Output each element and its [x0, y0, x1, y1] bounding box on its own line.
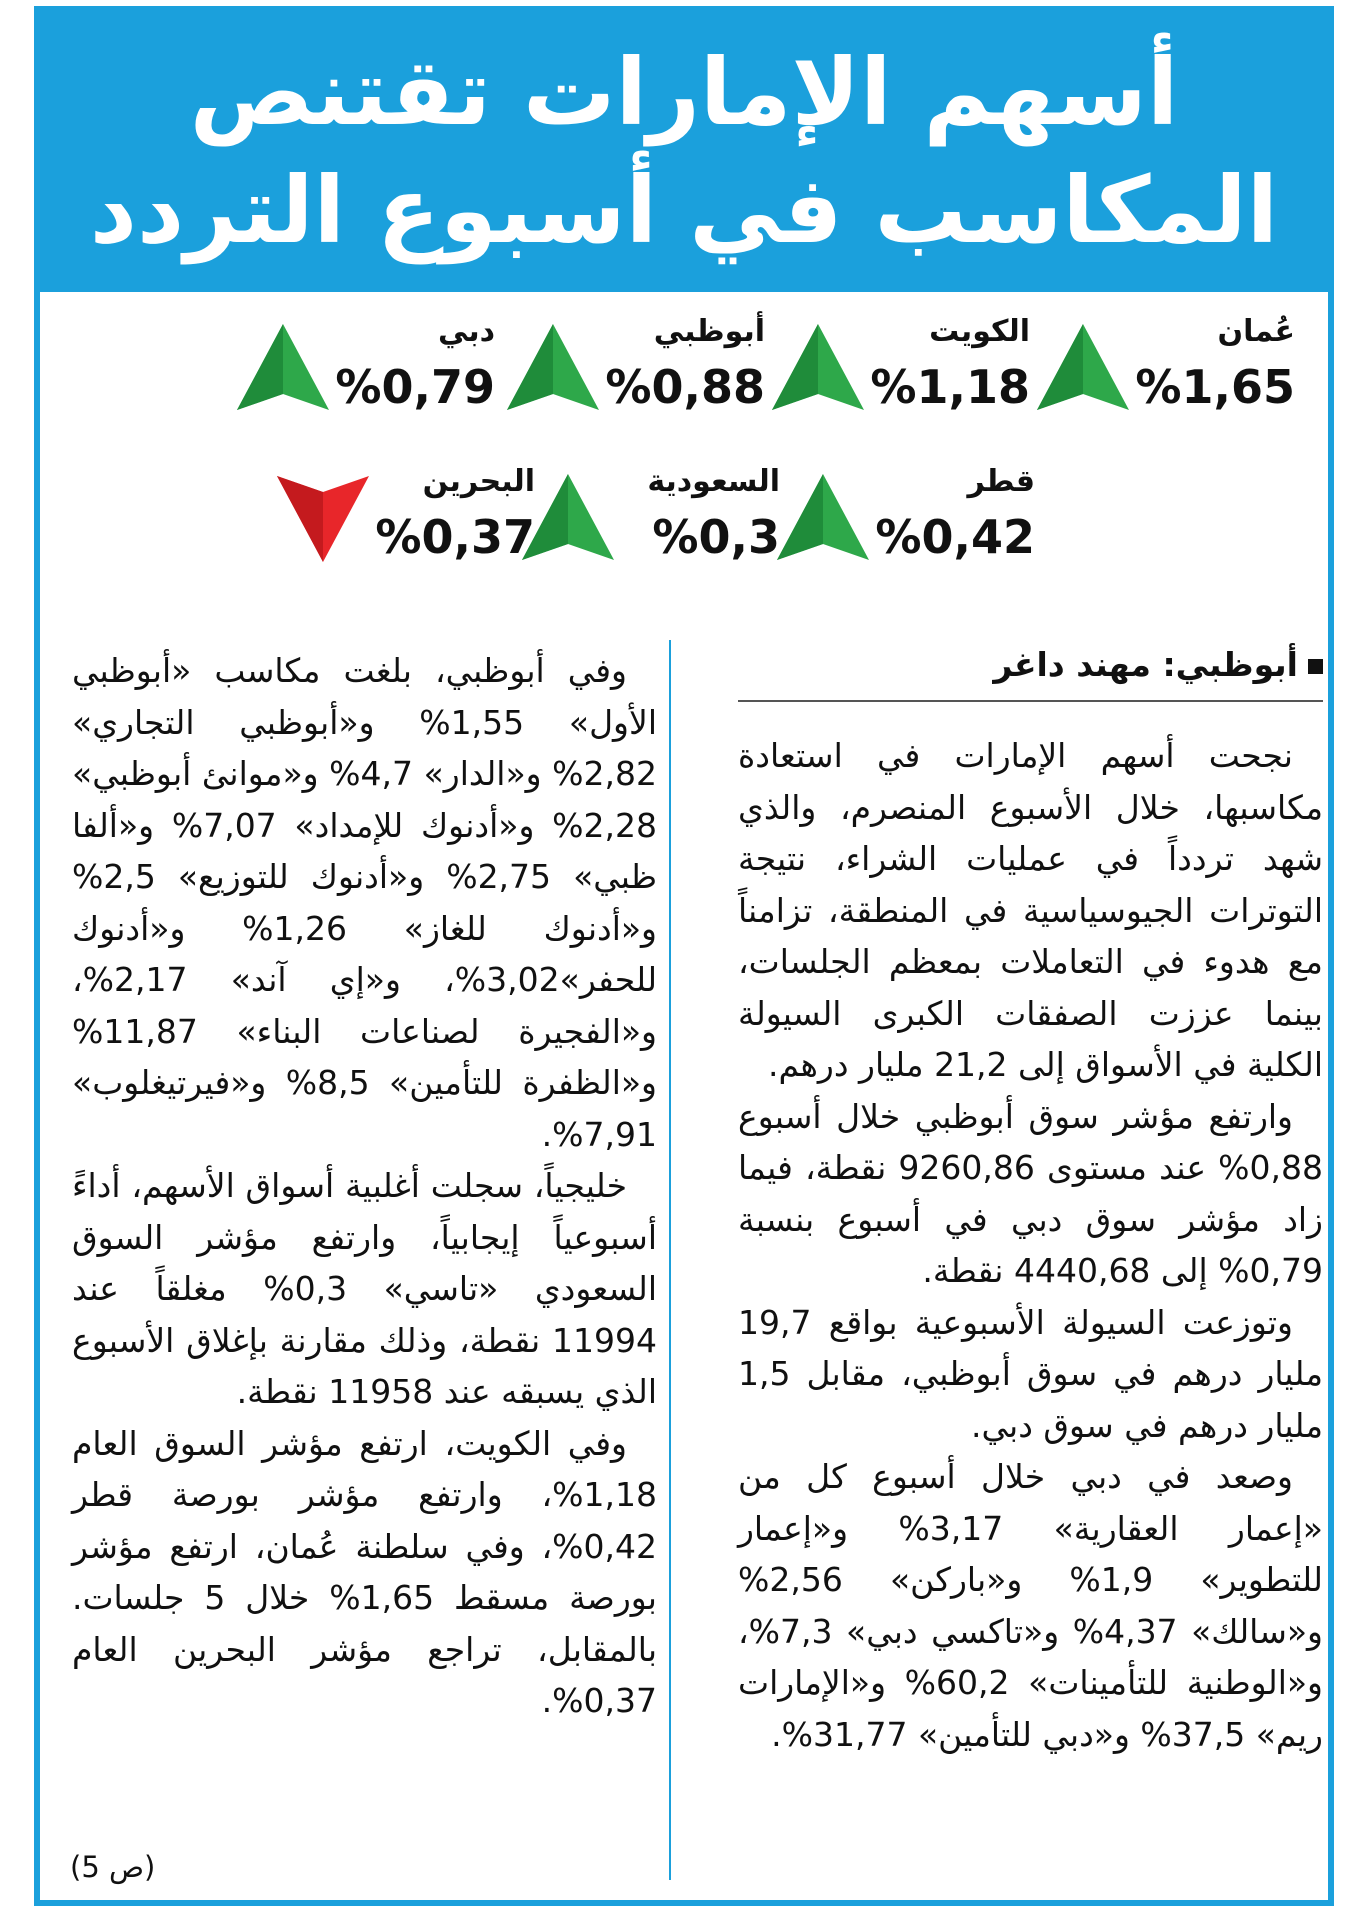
- headline-banner: [40, 12, 1328, 292]
- market-indices-panel: [0, 310, 1363, 610]
- index-qatar: [775, 460, 1035, 580]
- article-column-left: [72, 645, 657, 1727]
- index-name: دبي: [437, 314, 495, 349]
- index-value: %1,65: [1135, 360, 1295, 414]
- paragraph: خليجياً، سجلت أغلبية أسواق الأسهم، أداءً أسبوعياً إيجابياً، وارتفع مؤشر السوق السعودي «تاسي» 0,3% مغلقاً عند 11994 نقطة، وذلك مقارنة بإغلاق الأسبوع الذي يسبقه عند 11958 نقطة.: [72, 1166, 657, 1411]
- up-arrow-icon: [1035, 320, 1131, 416]
- index-name: البحرين: [422, 464, 535, 499]
- index-name: قطر: [967, 464, 1035, 499]
- index-saudi: [520, 460, 780, 580]
- byline: [738, 645, 1323, 684]
- headline-line-2: المكاسب في أسبوع التردد: [89, 157, 1279, 264]
- index-bahrain: [275, 460, 535, 580]
- index-value: %1,18: [870, 360, 1030, 414]
- index-name: الكويت: [929, 314, 1030, 349]
- index-dubai: [235, 310, 495, 430]
- up-arrow-icon: [775, 470, 871, 566]
- paragraph: وفي الكويت، ارتفع مؤشر السوق العام 1,18%، وارتفع مؤشر بورصة قطر 0,42%، وفي سلطنة عُمان، ارتفع مؤشر بورصة مسقط 1,65% خلال 5 جلسات. بالمقابل، تراجع مؤشر البحرين العام 0,37%.: [72, 1423, 657, 1720]
- paragraph: نجحت أسهم الإمارات في استعادة مكاسبها، خلال الأسبوع المنصرم، والذي شهد تردداً في عمليات الشراء، نتيجة التوترات الجيوسياسية في المنطقة، تزامناً مع هدوء في التعاملات بمعظم الجلسات، بينما عززت الصفقات الكبرى السيولة الكلية في الأسواق إلى 21,2 مليار درهم.: [738, 736, 1323, 1084]
- up-arrow-icon: [505, 320, 601, 416]
- up-arrow-icon: [235, 320, 331, 416]
- bullet-square-icon: [1308, 659, 1323, 674]
- index-name: عُمان: [1217, 314, 1295, 349]
- article-column-right: [738, 730, 1323, 1760]
- index-name: السعودية: [647, 464, 780, 499]
- paragraph: وصعد في دبي خلال أسبوع كل من «إعمار العقارية» 3,17% و«إعمار للتطوير» 1,9% و«باركن» 2,56% و«سالك» 4,37% و«تاكسي دبي» 7,3%، و«الوطنية للتأمينات» 60,2% و«الإمارات ريم» 37,5% و«دبي للتأمين» 31,77%.: [738, 1457, 1323, 1754]
- headline-line-1: أسهم الإمارات تقتنص: [189, 39, 1179, 146]
- paragraph: وارتفع مؤشر سوق أبوظبي خلال أسبوع 0,88% عند مستوى 9260,86 نقطة، فيما زاد مؤشر سوق دبي في أسبوع بنسبة 0,79% إلى 4440,68 نقطة.: [738, 1096, 1323, 1290]
- page-reference: (ص 5): [70, 1850, 156, 1884]
- index-oman: [1035, 310, 1295, 430]
- down-arrow-icon: [275, 470, 371, 566]
- byline-text: أبوظبي: مهند داغر: [993, 645, 1298, 684]
- index-value: %0,42: [875, 510, 1035, 564]
- index-value: %0,3: [652, 510, 780, 564]
- byline-rule: [738, 700, 1323, 702]
- index-value: %0,88: [605, 360, 765, 414]
- column-divider: [669, 640, 671, 1880]
- index-name: أبوظبي: [653, 314, 765, 349]
- index-value: %0,79: [335, 360, 495, 414]
- index-kuwait: [770, 310, 1030, 430]
- paragraph: وفي أبوظبي، بلغت مكاسب «أبوظبي الأول» 1,55% و«أبوظبي التجاري» 2,82% و«الدار» 4,7% و«موانئ أبوظبي» 2,28% و«أدنوك للإمداد» 7,07% و«ألفا ظبي» 2,75% و«أدنوك للتوزيع» 2,5% و«أدنوك للغاز» 1,26% و«أدنوك للحفر»3,02%، و«إي آند» 2,17%، و«الفجيرة لصناعات البناء» 11,87% و«الظفرة للتأمين» 8,5% و«فيرتيغلوب» 7,91%.: [72, 651, 657, 1154]
- index-value: %0,37: [375, 510, 535, 564]
- up-arrow-icon: [770, 320, 866, 416]
- paragraph: وتوزعت السيولة الأسبوعية بواقع 19,7 مليار درهم في سوق أبوظبي، مقابل 1,5 مليار درهم في سوق دبي.: [738, 1302, 1323, 1445]
- index-abudhabi: [505, 310, 765, 430]
